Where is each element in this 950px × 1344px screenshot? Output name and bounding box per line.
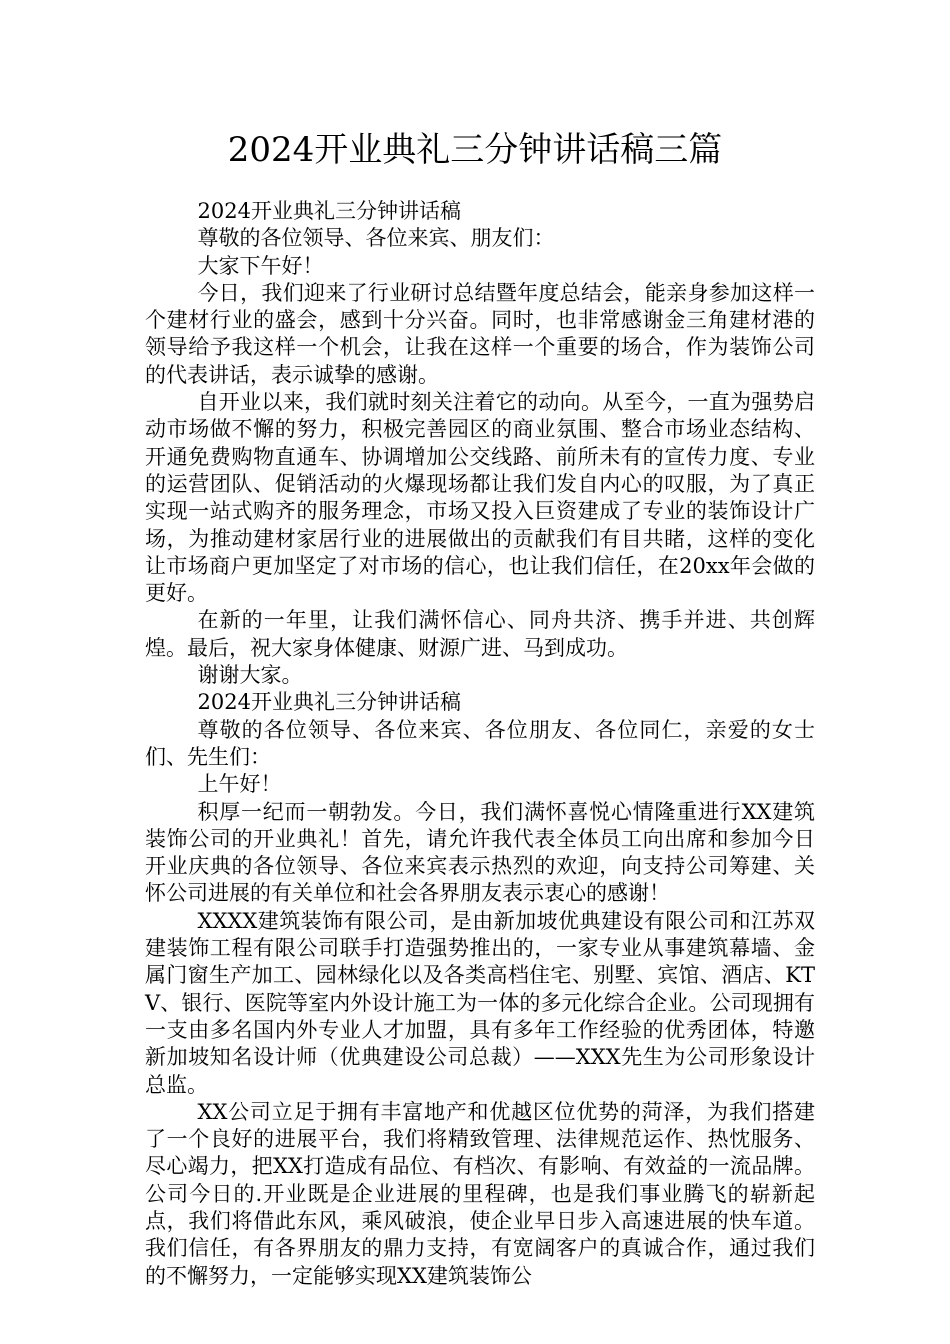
- paragraph-body: XX公司立足于拥有丰富地产和优越区位优势的菏泽，为我们搭建了一个良好的进展平台，我们将精致管理、法律规范运作、热忱服务、尽心竭力，把XX打造成有品位、有档次、有影响、有效益的一流品牌。公司今日的.开业既是企业进展的里程碑，也是我们事业腾飞的崭新起点，我们将借此东风，乘风破浪，使企业早日步入高速进展的快车道。我们信任，有各界朋友的鼎力支持，有宽阔客户的真诚合作，通过我们的不懈努力，一定能够实现XX建筑装饰公: [145, 1099, 815, 1288]
- paragraph-greeting: 上午好！: [197, 772, 282, 797]
- paragraph-greeting: 大家下午好！: [197, 253, 324, 278]
- paragraph-body: XXXX建筑装饰有限公司，是由新加坡优典建设有限公司和江苏双建装饰工程有限公司联手打造强势推出的，一家专业从事建筑幕墙、金属门窗生产加工、园林绿化以及各类高档住宅、别墅、宾馆、酒店、KTV、银行、医院等室内外设计施工为一体的多元化综合企业。公司现拥有一支由多名国内外专业人才加盟，具有多年工作经验的优秀团体，特邀新加坡知名设计师（优典建设公司总裁）——XXX先生为公司形象设计总监。: [145, 908, 815, 1097]
- paragraph-speech-2-heading: 2024开业典礼三分钟讲话稿: [197, 690, 461, 715]
- paragraph-speech-1-heading: 2024开业典礼三分钟讲话稿: [197, 199, 461, 223]
- document-body: [145, 198, 815, 1290]
- paragraph-body: 在新的一年里，让我们满怀信心、同舟共济、携手并进、共创辉煌。最后，祝大家身体健康、财源广进、马到成功。: [145, 608, 815, 660]
- paragraph-body: 自开业以来，我们就时刻关注着它的动向。从至今，一直为强势启动市场做不懈的努力，积极完善园区的商业氛围、整合市场业态结构、开通免费购物直通车、协调增加公交线路、前所未有的宣传力度、专业的运营团队、促销活动的火爆现场都让我们发自内心的叹服，为了真正实现一站式购齐的服务理念，市场又投入巨资建成了专业的装饰设计广场，为推动建材家居行业的进展做出的贡献我们有目共睹，这样的变化让市场商户更加坚定了对市场的信心，也让我们信任，在20xx年会做的更好。: [145, 390, 815, 606]
- paragraph-salutation: 尊敬的各位领导、各位来宾、朋友们：: [197, 226, 555, 251]
- paragraph-salutation: 尊敬的各位领导、各位来宾、各位朋友、各位同仁，亲爱的女士们、先生们：: [145, 717, 815, 769]
- paragraph-closing: 谢谢大家。: [197, 663, 303, 688]
- paragraph-body: 积厚一纪而一朝勃发。今日，我们满怀喜悦心情隆重进行XX建筑装饰公司的开业典礼！首先，请允许我代表全体员工向出席和参加今日开业庆典的各位领导、各位来宾表示热烈的欢迎，向支持公司筹建、关怀公司进展的有关单位和社会各界朋友表示衷心的感谢！: [145, 799, 815, 906]
- document-title: 2024开业典礼三分钟讲话稿三篇: [227, 130, 723, 170]
- paragraph-body: 今日，我们迎来了行业研讨总结暨年度总结会，能亲身参加这样一个建材行业的盛会，感到十分兴奋。同时，也非常感谢金三角建材港的领导给予我这样一个机会，让我在这样一个重要的场合，作为装饰公司的代表讲话，表示诚挚的感谢。: [145, 280, 815, 387]
